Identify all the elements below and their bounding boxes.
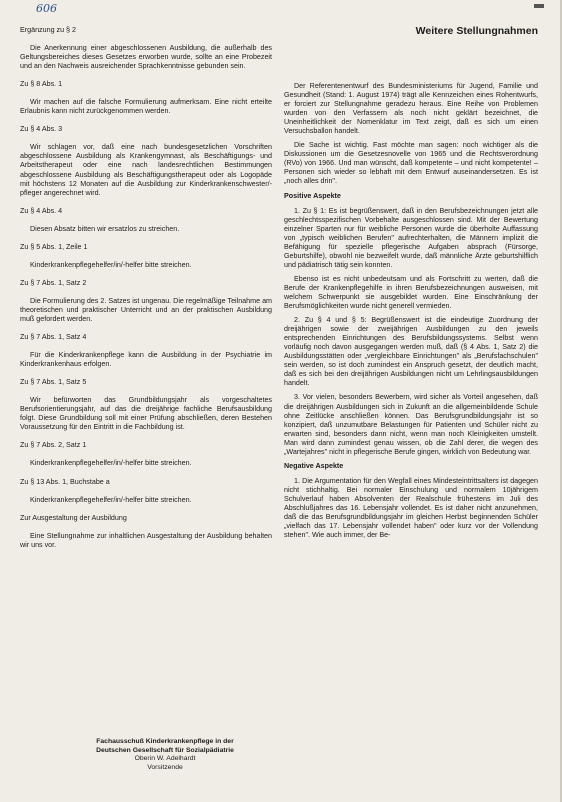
signature-org-line: Fachausschuß Kinderkrankenpflege in der <box>96 738 234 745</box>
section-heading: Zu § 13 Abs. 1, Buchstabe a <box>20 477 110 486</box>
signature-role: Vorsitzende <box>147 763 183 771</box>
signature-name: Oberin W. Adelhardt <box>134 755 196 763</box>
paragraph: Wir machen auf die falsche Formulierung aufmerksam. Eine nicht erteilte Erlaubnis kann nicht zurückgenommen werden. <box>20 98 272 116</box>
section-heading: Zu § 7 Abs. 2, Satz 1 <box>20 441 87 450</box>
paragraph: Wir schlagen vor, daß eine nach bundesgesetzlichen Vorschriften abgeschlossene Ausbildung als Krankengymnast, als Beschäftigungs- und Arbeitstherapeut oder eine nach landesrechtlichen Bestimmungen abgeschlossene Ausbildung als Beschäftigungstherapeut oder als Logopäde mit höchstens 12 Monaten auf die Ausbildung zur Kinderkrankenschwester/-pfleger angerechnet wird. <box>20 143 272 197</box>
paragraph: 1. Die Argumentation für den Wegfall eines Mindesteintrittsalters ist dagegen nicht stichhaltig. Bei normaler Einschulung und normalem 10jährigem Schulverlauf haben Absolventen der Realschule frühestens im Juli des Abschlußjahres das 16. Lebensjahr vollendet. Es ist daher nicht anzunehmen, daß die das Berufsgrundbildungsjahr im gleichen Herbst beginnenden Schüler „vielfach das 17. Lebensjahr vollendet haben" oder kurz vor der Vollendung stehen". Wie auch immer, der Be- <box>284 476 538 540</box>
section-heading: Zu § 4 Abs. 4 <box>20 206 63 215</box>
paragraph: 2. Zu § 4 und § 5: Begrüßenswert ist die eindeutige Zuordnung der dreijährigen sowie der zweijährigen Ausbildungen zu den jeweils entsprechenden Einrichtungen des Berufsbildungssystems. Selbst wenn vorläufig noch davon ausgegangen werden muß, daß (§ 4 Abs. 1, Satz 2) die Ausbildungsstätten oder „vergleichbare Einrichtungen" als „Berufsfachschulen" sein werden, so ist doch zumindest ein Anspruch gesetzt, der deutlich macht, daß es sich bei den dreijährigen Ausbildungen nicht um Lehrlingsausbildungen handelt. <box>284 316 538 388</box>
section-heading: Zu § 4 Abs. 3 <box>20 125 63 134</box>
paragraph: Kinderkrankenpflegehelfer/in/-helfer bitte streichen. <box>30 459 192 468</box>
section-heading: Zur Ausgestaltung der Ausbildung <box>20 513 127 522</box>
paragraph: Wir befürworten das Grundbildungsjahr als vorgeschaltetes Berufsorientierungsjahr, auf das die dreijährige fachliche Berufsausbildung folgt. Diese Grundbildung soll mit einer Prüfung abschließen, deren Bestehen Voraussetzung für den Eintritt in die Fachbildung ist. <box>20 396 272 432</box>
paragraph: Die Formulierung des 2. Satzes ist ungenau. Die regelmäßige Teilnahme am theoretischen und praktischer Unterricht und an der praktischen Ausbildung muß gefordert werden. <box>20 296 272 323</box>
paragraph: Ebenso ist es nicht unbedeutsam und als Fortschritt zu werten, daß die Berufe der Krankenpflegehilfe in ihren Berufsbezeichnungen ausweisen, mit welchem Schwerpunkt sie ausgebildet wurden. Eine Einschränkung der Berufsmöglichkeiten wurde nicht generell vermieden. <box>284 274 538 311</box>
right-column <box>284 82 538 545</box>
section-heading: Zu § 7 Abs. 1, Satz 5 <box>20 378 87 387</box>
paragraph: Kinderkrankenpflegehelfer/in/-helfer bitte streichen. <box>30 260 192 269</box>
right-column-title: Weitere Stellungnahmen <box>415 25 538 37</box>
section-heading: Zu § 5 Abs. 1, Zeile 1 <box>20 242 88 251</box>
scan-mark <box>534 4 544 8</box>
signature-org-line: Deutschen Gesellschaft für Sozialpädiatrie <box>96 746 234 754</box>
subsection-heading: Positive Aspekte <box>284 191 341 200</box>
subsection-heading: Negative Aspekte <box>284 461 344 470</box>
paragraph: Die Anerkennung einer abgeschlossenen Ausbildung, die außerhalb des Geltungsbereiches dieses Gesetzes erworben wurde, sollte an eine Probezeit und an den Nachweis ausreichender Sprachkenntnisse gebunden sein. <box>20 44 272 71</box>
section-heading: Zu § 7 Abs. 1, Satz 4 <box>20 333 87 342</box>
paragraph: 1. Zu § 1: Es ist begrüßenswert, daß in den Berufsbezeichnungen jetzt alle geschlechtsspezifischen Vorbehalte ausgeschlossen sind. Mit der Bewertung einzelner Sparten nur für weibliche Personen wurde die überholte Auffassung von „typisch weiblichen Berufen" aufrechterhalten, die Männern implizit die Befähigung für spezielle pflegerische Aufgaben absprach (Fürsorge, Geburtshilfe), obwohl nie bezweifelt wurde, daß männliche Ärzte geburtshilflich und pädiatrisch tätig sein konnten. <box>284 206 538 269</box>
section-heading: Zu § 7 Abs. 1, Satz 2 <box>20 278 87 287</box>
section-heading: Zu § 8 Abs. 1 <box>20 80 63 89</box>
paragraph: 3. Vor vielen, besonders Bewerbern, wird sicher als Vorteil angesehen, daß die dreijährigen Ausbildungen sich in Zukunft an die allgemeinbildende Schule ohne Zeitlücke anschließen können. Das Berufsgrundbildungsjahr ist so konzipiert, daß unzumutbare Belastungen für Patienten und Schüler nicht zu erwarten sind, besonders dann nicht, wenn man noch Kleinigkeiten umstellt. Man wird dann zumindest genau wissen, ob die Zahl derer, die wegen des „Wartejahres" nicht in pflegerische Berufe gingen, wirklich von Bedeutung war. <box>284 393 538 456</box>
paragraph: Für die Kinderkrankenpflege kann die Ausbildung in der Psychiatrie im Kinderkrankenhaus erfolgen. <box>20 351 272 369</box>
page-number: 606 <box>36 2 57 15</box>
paragraph: Eine Stellungnahme zur inhaltlichen Ausgestaltung der Ausbildung behalten wir uns vor. <box>20 531 272 549</box>
signature-block <box>60 738 270 772</box>
paragraph: Kinderkrankenpflegehelfer/in/-helfer bitte streichen. <box>30 495 192 504</box>
left-column <box>20 26 272 559</box>
section-heading: Ergänzung zu § 2 <box>20 26 76 34</box>
paragraph: Der Referentenentwurf des Bundesministeriums für Jugend, Familie und Gesundheit (Stand: 1. August 1974) trägt alle Kennzeichen eines Rohentwurfs, er forciert zur Stellungnahme geradezu heraus. Eine Reihe von Problemen wurden von den Verfassern als noch nicht geklärt bezeichnet, die Uneinheitlichkeit der Nomenklatur im Text zeigt, daß es sich um einen Versuchsballon handelt. <box>284 82 538 136</box>
paragraph: Diesen Absatz bitten wir ersatzlos zu streichen. <box>30 224 180 233</box>
paragraph: Die Sache ist wichtig. Fast möchte man sagen: noch wichtiger als die Diskussionen um die Gesetzesnovelle von 1965 und die Rechtsverordnung (RVo) von 1966. Und man wünscht, daß kompetente – und nicht kompetente! – Personen sich wieder so lebhaft mit dem Entwurf auseinandersetzen. Es ist „noch alles drin". <box>284 141 538 186</box>
